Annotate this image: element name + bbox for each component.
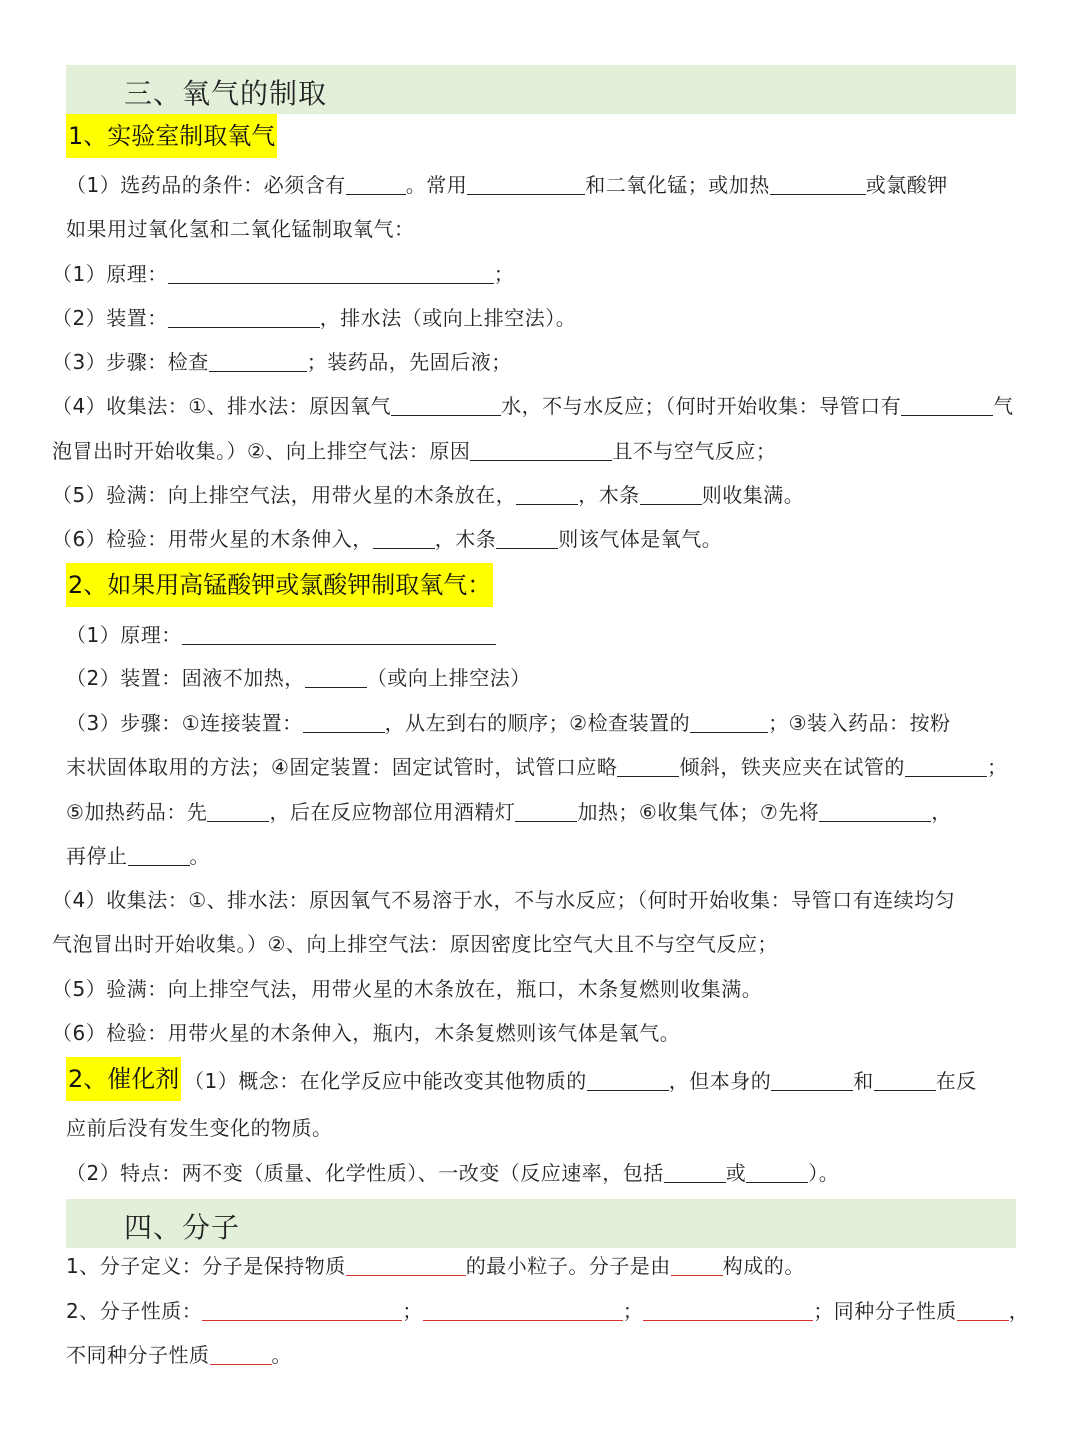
blank[interactable] bbox=[690, 708, 768, 733]
text-line: 2、分子性质： ； ； ；同种分子性质 ， bbox=[66, 1296, 1029, 1326]
section-title: 四、分子 bbox=[124, 1211, 241, 1244]
blank[interactable] bbox=[905, 752, 987, 777]
blank[interactable] bbox=[640, 480, 702, 505]
text-line: ⑤加热药品：先 ，后在反应物部位用酒精灯 加热；⑥收集气体；⑦先将 ， bbox=[66, 797, 952, 827]
blank[interactable] bbox=[470, 436, 612, 461]
text-line: 不同种分子性质 。 bbox=[66, 1340, 292, 1370]
blank[interactable] bbox=[643, 1296, 813, 1321]
text-line: 应前后没有发生变化的物质。 bbox=[66, 1116, 333, 1140]
blank[interactable] bbox=[515, 797, 577, 822]
text-line: （1）概念：在化学反应中能改变其他物质的 ，但本身的 和 在反 bbox=[184, 1066, 977, 1096]
section-header-band bbox=[66, 65, 1016, 114]
blank[interactable] bbox=[202, 1296, 402, 1321]
text-line: （1）选药品的条件：必须含有 。常用 和二氧化锰；或加热 或氯酸钾 bbox=[66, 170, 948, 200]
text-line: （5）验满：向上排空气法，用带火星的木条放在，瓶口，木条复燃则收集满。 bbox=[52, 977, 763, 1001]
blank[interactable] bbox=[771, 1066, 853, 1091]
text-line: （4）收集法：①、排水法：原因氧气 水，不与水反应；（何时开始收集：导管口有 气 bbox=[52, 391, 1014, 421]
blank[interactable] bbox=[671, 1251, 723, 1276]
section-title: 三、氧气的制取 bbox=[124, 77, 328, 110]
text-line: （4）收集法：①、排水法：原因氧气不易溶于水，不与水反应；（何时开始收集：导管口有连续均匀 bbox=[52, 888, 956, 912]
text-line: 如果用过氧化氢和二氧化锰制取氧气： bbox=[66, 217, 415, 241]
text-line: （6）检验：用带火星的木条伸入，瓶内，木条复燃则该气体是氧气。 bbox=[52, 1021, 681, 1045]
blank[interactable] bbox=[209, 347, 307, 372]
blank[interactable] bbox=[467, 170, 585, 195]
text-line: （2）特点：两不变（质量、化学性质）、一改变（反应速率，包括 或 ）。 bbox=[66, 1158, 839, 1188]
text-line: 末状固体取用的方法；④固定装置：固定试管时，试管口应略 倾斜，铁夹应夹在试管的 ； bbox=[66, 752, 1007, 782]
blank[interactable] bbox=[819, 797, 931, 822]
text-line: （2）装置： ，排水法（或向上排空法）。 bbox=[52, 303, 576, 333]
blank[interactable] bbox=[516, 480, 578, 505]
text-line: 1、分子定义：分子是保持物质 的最小粒子。分子是由 构成的。 bbox=[66, 1251, 805, 1281]
blank[interactable] bbox=[207, 797, 269, 822]
blank[interactable] bbox=[346, 170, 406, 195]
text-line: 泡冒出时开始收集。）②、向上排空气法：原因 且不与空气反应； bbox=[52, 436, 776, 466]
text-line: 再停止 。 bbox=[66, 841, 210, 871]
blank[interactable] bbox=[901, 391, 993, 416]
blank[interactable] bbox=[182, 620, 496, 645]
blank[interactable] bbox=[128, 841, 190, 866]
blank[interactable] bbox=[874, 1066, 936, 1091]
blank[interactable] bbox=[168, 303, 320, 328]
blank[interactable] bbox=[617, 752, 679, 777]
blank[interactable] bbox=[391, 391, 501, 416]
blank[interactable] bbox=[746, 1158, 808, 1183]
blank[interactable] bbox=[587, 1066, 669, 1091]
blank[interactable] bbox=[305, 663, 367, 688]
blank[interactable] bbox=[770, 170, 866, 195]
text-line: （3）步骤：检查 ；装药品，先固后液； bbox=[52, 347, 512, 377]
blank[interactable] bbox=[373, 524, 435, 549]
text-line: （3）步骤：①连接装置： ，从左到右的顺序；②检查装置的 ；③装入药品：按粉 bbox=[66, 708, 951, 738]
blank[interactable] bbox=[664, 1158, 726, 1183]
blank[interactable] bbox=[168, 259, 494, 284]
text-line: （6）检验：用带火星的木条伸入， ，木条 则该气体是氧气。 bbox=[52, 524, 722, 554]
subheading-catalyst: 2、催化剂 bbox=[66, 1057, 181, 1101]
subheading-potassium: 2、如果用高锰酸钾或氯酸钾制取氧气： bbox=[66, 563, 493, 607]
subheading-lab-oxygen: 1、实验室制取氧气 bbox=[66, 114, 277, 158]
blank[interactable] bbox=[423, 1296, 623, 1321]
text-line: 气泡冒出时开始收集。）②、向上排空气法：原因密度比空气大且不与空气反应； bbox=[52, 932, 778, 956]
section-header-band bbox=[66, 1199, 1016, 1248]
blank[interactable] bbox=[346, 1251, 466, 1276]
text-line: （5）验满：向上排空气法，用带火星的木条放在， ，木条 则收集满。 bbox=[52, 480, 804, 510]
text-line: （2）装置：固液不加热， （或向上排空法） bbox=[66, 663, 531, 693]
text-line: （1）原理： bbox=[66, 620, 496, 650]
blank[interactable] bbox=[210, 1340, 272, 1365]
blank[interactable] bbox=[303, 708, 385, 733]
blank[interactable] bbox=[496, 524, 558, 549]
blank[interactable] bbox=[957, 1296, 1009, 1321]
text-line: （1）原理： ； bbox=[52, 259, 514, 289]
